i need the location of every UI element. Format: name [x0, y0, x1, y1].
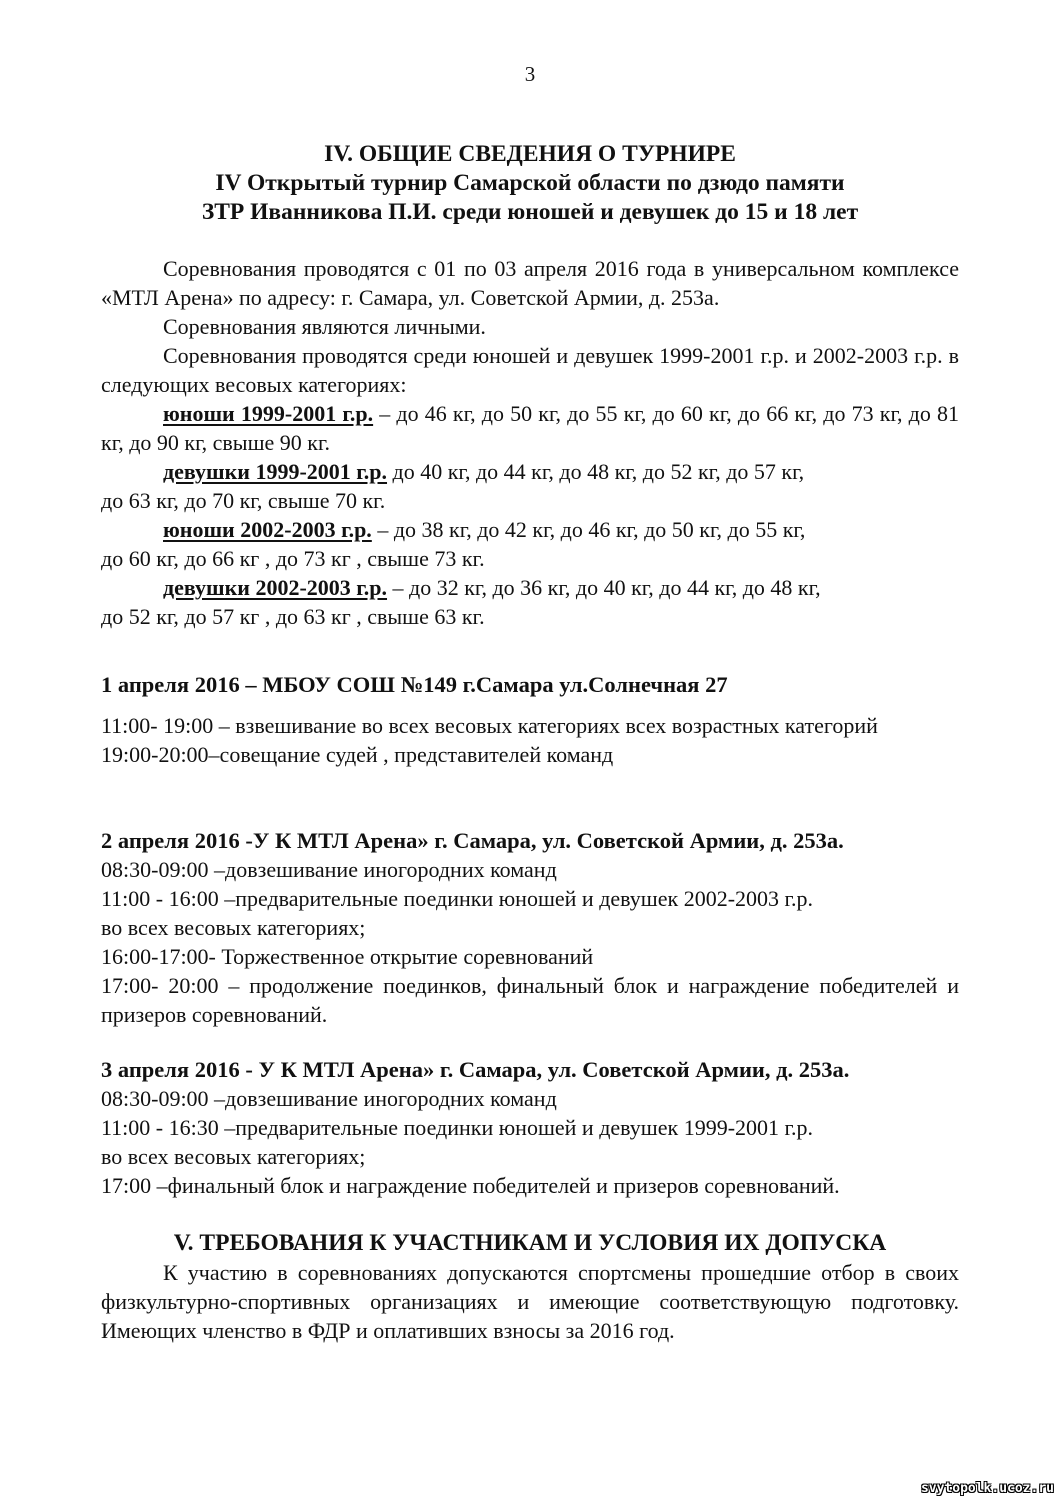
schedule-item: 19:00-20:00–совещание судей , представителей команд — [101, 742, 614, 767]
weight-category-boys-1999: юноши 1999-2001 г.р. – до 46 кг, до 50 кг, до 55 кг, до 60 кг, до 66 кг, до 73 кг, до 81 кг, до 90 кг, свыше 90 кг. — [101, 401, 959, 455]
weight-category-girls-1999: девушки 1999-2001 г.р. до 40 кг, до 44 кг, до 48 кг, до 52 кг, до 57 кг, — [163, 459, 805, 484]
category-label: юноши 2002-2003 г.р. — [163, 517, 372, 542]
schedule-item: во всех весовых категориях; — [101, 1144, 366, 1169]
watermark: svytopolk.ucoz.ru — [920, 1481, 1054, 1496]
schedule-day-2 — [101, 826, 959, 1029]
schedule-item: во всех весовых категориях; — [101, 915, 366, 940]
schedule-item: 17:00 –финальный блок и награждение победителей и призеров соревнований. — [101, 1173, 840, 1198]
page-number: 3 — [524, 62, 536, 86]
weight-category-boys-2002: юноши 2002-2003 г.р. – до 38 кг, до 42 кг, до 46 кг, до 50 кг, до 55 кг, — [163, 517, 806, 542]
day-heading: 3 апреля 2016 - У К МТЛ Арена» г. Самара, ул. Советской Армии, д. 253а. — [101, 1057, 850, 1082]
personal-paragraph: Соревнования являются личными. — [163, 314, 486, 339]
section-5-title: V. ТРЕБОВАНИЯ К УЧАСТНИКАМ И УСЛОВИЯ ИХ ДОПУСКА — [173, 1230, 887, 1256]
schedule-item: 17:00- 20:00 – продолжение поединков, финальный блок и награждение победителей и призеров соревнований. — [101, 973, 959, 1027]
schedule-item: 11:00 - 16:30 –предварительные поединки юношей и девушек 1999-2001 г.р. — [101, 1115, 814, 1140]
schedule-item: 16:00-17:00- Торжественное открытие соревнований — [101, 944, 594, 969]
schedule-item: 08:30-09:00 –довзешивание иногородних команд — [101, 1086, 557, 1111]
participants-paragraph: Соревнования проводятся среди юношей и девушек 1999-2001 г.р. и 2002-2003 г.р. в следующих весовых категориях: — [101, 343, 959, 397]
section-5-body — [101, 1258, 959, 1345]
schedule-item: 11:00 - 16:00 –предварительные поединки юношей и девушек 2002-2003 г.р. — [101, 886, 814, 911]
general-info: Соревнования проводятся с 01 по 03 апреля 2016 года в универсальном комплексе «МТЛ Арена» по адресу: г. Самара, ул. Советской Армии, д. 253а. Соревнования являются личными. Соревнования проводятся среди юношей и девушек 1999-2001 г.р. и 2002-2003 г.р. в следующих весовых категориях: юноши 1999-2001 г.р. – до 46 кг, до 50 кг, до 55 кг, до 60 кг, до 66 кг, до 73 кг, до 81 кг, до 90 кг, свыше 90 кг. девушки 1999-2001 г.р. до 40 кг, до 44 кг, до 48 кг, до 52 кг, до 57 кг, до 63 кг, до 70 кг, свыше 70 кг. юноши 2002-2003 г.р. – до 38 кг, до 42 кг, до 46 кг, до 50 кг, до 55 кг, до 60 кг, до 66 кг , до 73 кг , свыше 73 кг. девушки 2002-2003 г.р. – до 32 кг, до 36 кг, до 40 кг, до 44 кг, до 48 кг, до 52 кг, до 57 кг , до 63 кг , свыше 63 кг. — [101, 256, 959, 629]
schedule-item: 11:00- 19:00 – взвешивание во всех весовых категориях всех возрастных категорий — [101, 713, 878, 738]
venue-paragraph: Соревнования проводятся с 01 по 03 апреля 2016 года в универсальном комплексе «МТЛ Арена» по адресу: г. Самара, ул. Советской Армии, д. 253а. — [101, 256, 959, 310]
category-label: девушки 2002-2003 г.р. — [163, 575, 388, 600]
requirements-paragraph: К участию в соревнованиях допускаются спортсмены прошедшие отбор в своих физкультурно-спортивных организациях и имеющие соответствующую подготовку. Имеющих членство в ФДР и оплативших взносы за 2016 год. — [101, 1260, 959, 1343]
schedule-day-1 — [101, 670, 959, 769]
schedule-item: 08:30-09:00 –довзешивание иногородних команд — [101, 857, 557, 882]
schedule-day-3 — [101, 1055, 959, 1200]
tournament-title-line1: IV Открытый турнир Самарской области по дзюдо памяти — [215, 170, 845, 196]
tournament-title-line2: ЗТР Иванникова П.И. среди юношей и девушек до 15 и 18 лет — [201, 199, 859, 225]
category-label: юноши 1999-2001 г.р. — [163, 401, 374, 426]
day-heading: 2 апреля 2016 -У К МТЛ Арена» г. Самара, ул. Советской Армии, д. 253а. — [101, 828, 844, 853]
section-4-title: IV. ОБЩИЕ СВЕДЕНИЯ О ТУРНИРЕ — [324, 141, 736, 167]
weight-category-girls-2002: девушки 2002-2003 г.р. – до 32 кг, до 36 кг, до 40 кг, до 44 кг, до 48 кг, — [163, 575, 821, 600]
section-4-header — [100, 140, 960, 227]
category-label: девушки 1999-2001 г.р. — [163, 459, 388, 484]
day-heading: 1 апреля 2016 – МБОУ СОШ №149 г.Самара ул.Солнечная 27 — [101, 672, 728, 697]
